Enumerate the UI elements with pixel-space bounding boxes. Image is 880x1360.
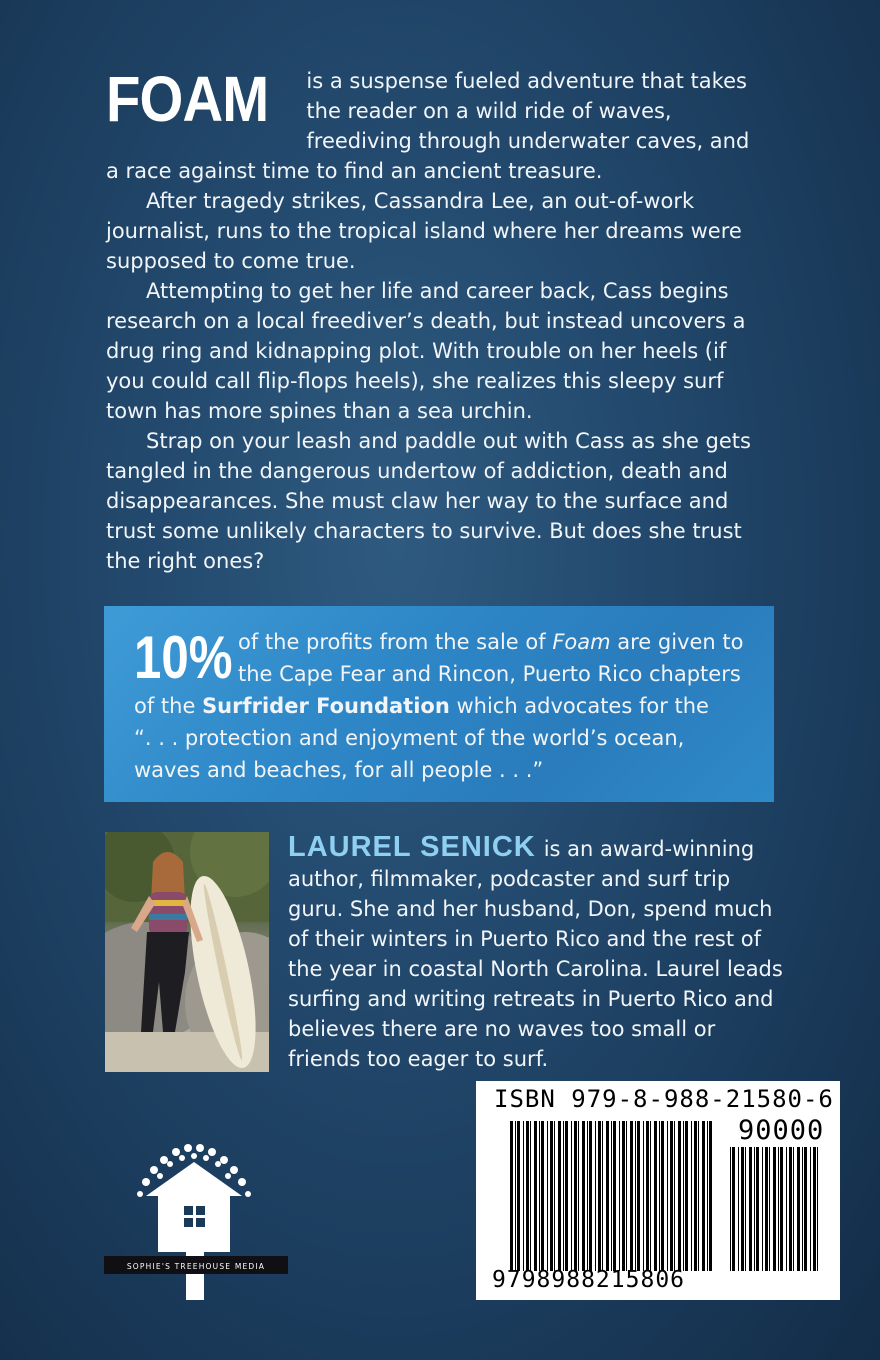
barcode-bar xyxy=(582,1121,585,1271)
barcode-bar xyxy=(622,1121,625,1271)
barcode-bar xyxy=(643,1121,644,1271)
book-blurb xyxy=(106,63,766,576)
blurb-paragraph-2: After tragedy strikes, Cassandra Lee, an out-of-work journalist, runs to the tropical island where her dreams were supposed to come true. xyxy=(106,189,742,273)
barcode-bar xyxy=(510,1121,513,1271)
donation-line-1b: are given to xyxy=(610,630,744,654)
barcode-bar xyxy=(685,1121,688,1271)
barcode-bar xyxy=(709,1121,712,1271)
barcode-bar xyxy=(817,1147,818,1271)
author-bio-text: is an award-winning author, filmmaker, podcaster and surf trip guru. She and her husband, Don, spend much of their winters in Puerto Rico and the rest of the year in coastal North Carolina. Laurel leads surfing and writing retreats in Puerto Rico and believes there are no waves too small or friends too eager to surf. xyxy=(288,837,783,1071)
barcode-bar xyxy=(565,1121,568,1271)
barcode-bar xyxy=(637,1121,640,1271)
barcode-bar xyxy=(797,1147,800,1271)
barcode-bar xyxy=(635,1121,636,1271)
barcode-bar xyxy=(670,1121,673,1271)
barcode-bar xyxy=(756,1147,759,1271)
blurb-paragraph-3: Attempting to get her life and career back, Cass begins research on a local freediver’s death, but instead uncovers a drug ring and kidnapping plot. With trouble on her heels (if you could call flip-flops heels), she realizes this sleepy surf town has more spines than a sea urchin. xyxy=(106,279,746,423)
barcode-bar xyxy=(589,1121,592,1271)
barcode-bar xyxy=(595,1121,596,1271)
barcode-bar xyxy=(539,1121,540,1271)
price-code: 90000 xyxy=(738,1115,825,1146)
barcode-bar xyxy=(578,1121,579,1271)
barcode-bar xyxy=(602,1121,603,1271)
barcode-bars xyxy=(508,1121,718,1271)
donation-line-2: the Cape Fear and Rincon, Puerto Rico chapters xyxy=(238,662,741,686)
barcode-bar xyxy=(804,1147,807,1271)
donation-book-name: Foam xyxy=(552,630,611,654)
barcode-bar xyxy=(571,1121,572,1271)
barcode-bar xyxy=(745,1147,746,1271)
barcode-bar xyxy=(630,1121,633,1271)
barcode-bar xyxy=(789,1147,792,1271)
barcode-bar xyxy=(674,1121,675,1271)
barcode-bar xyxy=(646,1121,649,1271)
ean-number: 9798988215806 xyxy=(492,1267,686,1293)
barcode-bar xyxy=(773,1147,776,1271)
barcode-bar xyxy=(698,1121,699,1271)
barcode-bar xyxy=(598,1121,601,1271)
author-photo xyxy=(105,832,269,1072)
barcode-bar xyxy=(732,1147,735,1271)
donation-box xyxy=(104,606,774,802)
donation-line-3a: of the xyxy=(134,694,203,718)
barcode-bar xyxy=(574,1121,577,1271)
barcode-bar xyxy=(558,1121,561,1271)
barcode-bar xyxy=(613,1121,616,1271)
barcode-bar xyxy=(554,1121,555,1271)
barcode-bar xyxy=(754,1147,755,1271)
barcode-bar xyxy=(741,1147,744,1271)
author-name: LAUREL SENICK xyxy=(288,831,536,863)
barcode-bar xyxy=(667,1121,668,1271)
blurb-paragraph-1-text: is a suspense fueled adventure that takes the reader on a wild ride of waves, freediving through underwater caves, and a race against time to find an ancient treasure. xyxy=(106,69,750,183)
barcode-bar xyxy=(802,1147,803,1271)
barcode-bar xyxy=(793,1147,794,1271)
barcode-bar xyxy=(765,1147,768,1271)
isbn-number: ISBN 979-8-988-21580-6 xyxy=(494,1085,834,1113)
barcode-bar xyxy=(707,1121,708,1271)
barcode-bar xyxy=(654,1121,657,1271)
donation-line-3b: which advocates for the xyxy=(449,694,709,718)
publisher-name: SOPHIE'S TREEHOUSE MEDIA xyxy=(126,1262,266,1271)
barcode-bar xyxy=(691,1121,692,1271)
barcode-bar xyxy=(541,1121,544,1271)
barcode-bar xyxy=(550,1121,553,1271)
barcode-bar xyxy=(678,1121,681,1271)
barcode-bar xyxy=(702,1121,705,1271)
barcode xyxy=(476,1081,840,1300)
barcode-bar xyxy=(619,1121,620,1271)
barcode-bar xyxy=(547,1121,548,1271)
barcode-bar xyxy=(611,1121,612,1271)
barcode-bar xyxy=(650,1121,651,1271)
donation-line-3 xyxy=(134,690,764,722)
barcode-bar xyxy=(749,1147,752,1271)
treehouse-icon xyxy=(104,1130,288,1300)
barcode-bar xyxy=(786,1147,787,1271)
barcode-bar xyxy=(517,1121,520,1271)
barcode-bar xyxy=(534,1121,537,1271)
barcode-bar xyxy=(526,1121,529,1271)
barcode-bar xyxy=(683,1121,684,1271)
barcode-bar xyxy=(661,1121,664,1271)
barcode-bar xyxy=(813,1147,816,1271)
donation-percent: 10% xyxy=(134,624,233,691)
surfrider-foundation: Surfrider Foundation xyxy=(202,694,450,718)
barcode-bar xyxy=(694,1121,697,1271)
barcode-bar xyxy=(515,1121,516,1271)
publisher-logo xyxy=(104,1130,288,1300)
barcode-bar xyxy=(762,1147,763,1271)
barcode-bar xyxy=(778,1147,779,1271)
blurb-paragraph-1 xyxy=(106,63,766,186)
barcode-bar xyxy=(780,1147,783,1271)
barcode-bar xyxy=(626,1121,627,1271)
barcode-bar xyxy=(587,1121,588,1271)
barcode-bar xyxy=(810,1147,811,1271)
donation-line-1 xyxy=(134,626,764,658)
barcode-bar xyxy=(530,1121,531,1271)
barcode-bar xyxy=(738,1147,739,1271)
author-bio xyxy=(288,832,788,1074)
donation-text xyxy=(134,626,764,786)
barcode-bar xyxy=(523,1121,524,1271)
blurb-paragraph-4: Strap on your leash and paddle out with Cass as she gets tangled in the dangerous undertow of addiction, death and disappearances. She must claw her way to the surface and trust some unlikely characters to survive. But does she trust the right ones? xyxy=(106,429,751,573)
barcode-bar xyxy=(563,1121,564,1271)
donation-line-5: waves and beaches, for all people . . .” xyxy=(134,758,544,782)
author-photo-illustration xyxy=(105,832,269,1072)
barcode-bar xyxy=(730,1147,731,1271)
barcode-bar xyxy=(659,1121,660,1271)
donation-line-1a: of the profits from the sale of xyxy=(238,630,553,654)
donation-line-4: “. . . protection and enjoyment of the world’s ocean, xyxy=(134,726,685,750)
book-title: FOAM xyxy=(106,63,269,135)
barcode-bar xyxy=(606,1121,609,1271)
barcode-bar xyxy=(769,1147,770,1271)
barcode-addon-bars xyxy=(728,1147,824,1271)
